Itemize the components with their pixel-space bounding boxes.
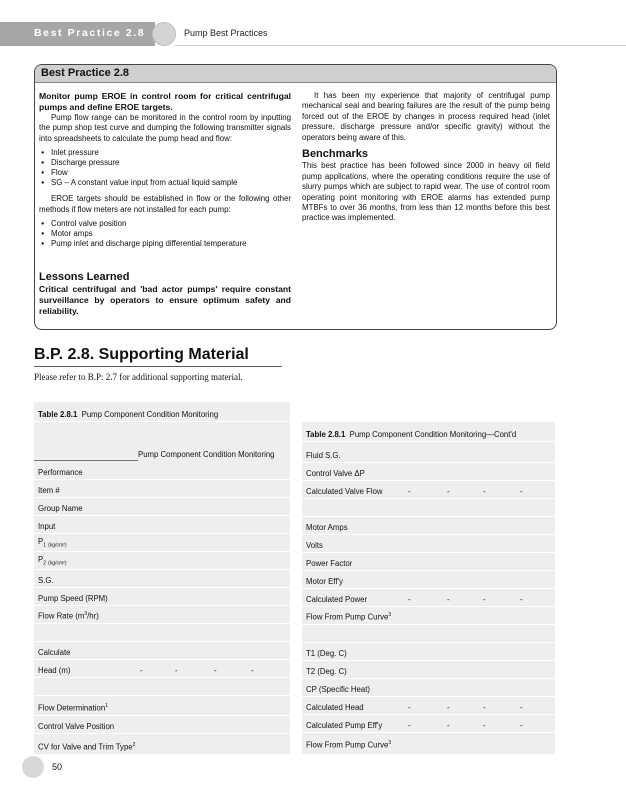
empty-cell: - — [520, 721, 523, 730]
table-caption: Table 2.8.1 Pump Component Condition Monitoring—Cont'd — [302, 422, 555, 442]
empty-cell: - — [483, 595, 486, 604]
empty-cell: - — [408, 721, 411, 730]
table-row: Flow Determination$^1$ — [34, 696, 290, 716]
header-rule — [174, 45, 626, 46]
empty-cell: - — [175, 666, 178, 675]
empty-cell: - — [447, 595, 450, 604]
page-number-circle — [22, 756, 44, 778]
signal-list — [39, 148, 291, 188]
table-row: T1 (Deg. C) — [302, 643, 555, 661]
empty-cell: - — [408, 487, 411, 496]
list-item: ● Discharge pressure — [39, 158, 291, 168]
table-row: Item # — [34, 480, 290, 498]
table-row: CV for Valve and Trim Type$^2$ — [38, 742, 136, 752]
empty-cell: - — [408, 703, 411, 712]
condition-monitoring-table — [34, 402, 290, 754]
table-row: Input — [34, 516, 290, 534]
table-row: Control Valve Position — [34, 716, 290, 734]
empty-cell: - — [520, 487, 523, 496]
table-row: Control Valve ΔP — [302, 463, 555, 481]
section-text: Please refer to B.P: 2.7 for additional supporting material. — [34, 372, 243, 382]
paragraph: Pump flow range can be monitored in the control room by inputting the pump shop test curve and dumping the following transmitter signals into spreadsheets to calculate the pump head and flow: — [39, 113, 291, 143]
empty-cell: - — [251, 666, 254, 675]
table-row: Calculated Valve Flow - - - - — [302, 481, 555, 499]
list-item: ● Inlet pressure — [39, 148, 291, 158]
table-row: Calculated Power - - - - — [302, 589, 555, 607]
table-row: Head (m) - - - - — [34, 660, 290, 678]
lessons-learned — [39, 271, 291, 317]
table-row: Group Name — [34, 498, 290, 516]
table-row: CP (Specific Heat) — [302, 679, 555, 697]
table-row: Calculated Pump Eff'y - - - - — [302, 715, 555, 733]
table-row: Power Factor — [302, 553, 555, 571]
lessons-text: Critical centrifugal and 'bad actor pumps' require constant surveillance by operators to ensure optimum safety and reliability. — [39, 284, 291, 316]
box-left-column — [39, 91, 291, 255]
empty-cell: - — [447, 721, 450, 730]
table-column-header: Pump Component Condition Monitoring — [138, 450, 275, 459]
table-row: Flow From Pump Curve$^3$ — [302, 607, 555, 625]
paragraph: It has been my experience that majority of centrifugal pump mechanical seal and bearing failures are the result of the pump being forced out of the EROE by changes in process required head (inlet pressure, discharge pressure and/or specific gravity) without the operators being aware of this. — [302, 91, 550, 142]
table-row: Flow Rate $(m^3/hr)$ — [34, 606, 290, 624]
lead-statement: Monitor pump EROE in control room for critical centrifugal pumps and define EROE targets. — [39, 91, 291, 112]
table-caption: Table 2.8.1 Pump Component Condition Monitoring — [34, 402, 290, 422]
list-item: ● Control valve position — [39, 219, 291, 229]
section-title: B.P. 2.8. Supporting Material — [34, 346, 249, 363]
empty-cell: - — [483, 487, 486, 496]
benchmarks-text: This best practice has been followed since 2000 in heavy oil field pump applications, where the operating conditions require the use of slurry pumps which are subject to rapid wear. The use of control room operating point monitoring with EROE alarms has extended pump MTBFs to over 36 months, from less than 12 months before this best practice was implemented. — [302, 161, 550, 223]
table-row: T2 (Deg. C) — [302, 661, 555, 679]
table-row: S.G. — [34, 570, 290, 588]
empty-cell: - — [520, 595, 523, 604]
empty-cell: - — [408, 595, 411, 604]
page-number: 50 — [52, 762, 63, 772]
paragraph: EROE targets should be established in flow or the following other methods if flow meters are not installed for each pump: — [39, 194, 291, 214]
empty-cell: - — [214, 666, 217, 675]
table-row: Flow From Pump Curve$^3$ — [306, 740, 392, 750]
method-list — [39, 219, 291, 249]
table-row: Fluid S.G. — [302, 442, 555, 463]
empty-cell: - — [483, 703, 486, 712]
table-row: Performance — [34, 461, 290, 480]
table-row: Volts — [302, 535, 555, 553]
lessons-heading: Lessons Learned — [39, 271, 130, 283]
table-row: $P_1$ $_{(kg/cm^2)}$ — [34, 534, 290, 552]
table-row: $P_2$ $_{(kg/cm^2)}$ — [34, 552, 290, 570]
box-header: Best Practice 2.8 — [35, 65, 556, 83]
list-item: ● Flow — [39, 168, 291, 178]
empty-cell: - — [447, 487, 450, 496]
list-item: ● SG – A constant value input from actual liquid sample — [39, 178, 291, 188]
best-practice-box — [34, 64, 557, 330]
table-row: Calculate — [34, 642, 290, 660]
table-row: Motor Eff'y — [302, 571, 555, 589]
table-row: Calculated Head - - - - — [302, 697, 555, 715]
empty-cell: - — [483, 721, 486, 730]
table-row: Motor Amps — [302, 517, 555, 535]
running-header — [0, 0, 626, 46]
box-right-column — [302, 91, 550, 224]
section-tag: Best Practice 2.8 — [0, 22, 155, 46]
list-item: ● Pump inlet and discharge piping differential temperature — [39, 239, 291, 249]
list-item: ● Motor amps — [39, 229, 291, 239]
empty-cell: - — [520, 703, 523, 712]
empty-cell: - — [140, 666, 143, 675]
table-row: Pump Speed (RPM) — [34, 588, 290, 606]
header-circle-ornament — [152, 22, 176, 46]
benchmarks-heading: Benchmarks — [302, 148, 369, 161]
empty-cell: - — [447, 703, 450, 712]
section-rule — [34, 366, 282, 367]
condition-monitoring-table-contd — [302, 422, 555, 754]
running-title: Pump Best Practices — [184, 28, 268, 38]
